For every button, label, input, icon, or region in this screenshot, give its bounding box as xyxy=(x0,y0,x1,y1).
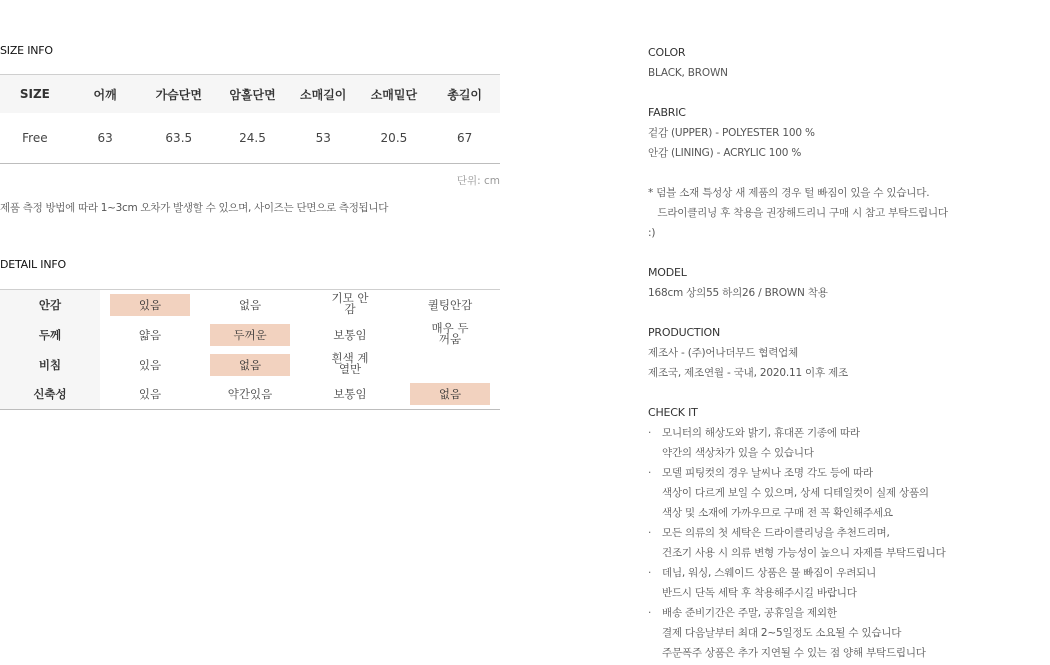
size-header-sleeve-hem: 소매밑단 xyxy=(359,75,430,114)
bullet-icon: · xyxy=(648,607,652,619)
bullet-icon: · xyxy=(648,567,652,579)
fabric-heading: FABRIC xyxy=(648,106,686,119)
detail-option-cell xyxy=(100,350,200,380)
unit-label: 단위: cm xyxy=(456,175,500,187)
size-cell: 63 xyxy=(70,113,141,164)
detail-row-label: 안감 xyxy=(0,290,100,320)
detail-row-lining xyxy=(0,290,500,320)
detail-option-cell xyxy=(400,320,500,350)
size-cell: 20.5 xyxy=(359,113,430,164)
detail-option-cell xyxy=(200,350,300,380)
fabric-note xyxy=(648,183,948,243)
size-header-sleeve-length: 소매길이 xyxy=(288,75,359,114)
detail-info-title: DETAIL INFO xyxy=(0,258,66,271)
check-it-line: 데님, 워싱, 스웨이드 상품은 물 빠짐이 우려되니 xyxy=(662,567,877,579)
bullet-icon: · xyxy=(648,527,652,539)
detail-option-cell xyxy=(300,380,400,410)
detail-option: 매우 두꺼움 xyxy=(431,321,469,346)
detail-option: 보통임 xyxy=(333,387,367,402)
check-it-heading: CHECK IT xyxy=(648,406,698,419)
fabric-lining: 안감 (LINING) - ACRYLIC 100 % xyxy=(648,147,802,159)
size-header-chest: 가슴단면 xyxy=(140,75,217,114)
detail-row-label: 신축성 xyxy=(0,380,100,410)
size-cell: Free xyxy=(0,113,70,164)
detail-option-selected: 두꺼운 xyxy=(210,324,290,346)
size-cell: 53 xyxy=(288,113,359,164)
color-value: BLACK, BROWN xyxy=(648,67,728,79)
production-heading: PRODUCTION xyxy=(648,326,720,339)
size-info-title: SIZE INFO xyxy=(0,44,53,57)
check-it-list xyxy=(648,423,946,663)
detail-row-thickness xyxy=(0,320,500,350)
check-it-line: 결제 다음날부터 최대 2~5일정도 소요될 수 있습니다 xyxy=(662,627,902,639)
color-heading: COLOR xyxy=(648,46,686,59)
detail-option: 흰색 계열만 xyxy=(331,351,369,376)
size-cell: 24.5 xyxy=(217,113,288,164)
fabric-note-line: * 덤블 소재 특성상 새 제품의 경우 털 빠짐이 있을 수 있습니다. xyxy=(648,187,930,199)
measurement-note: 제품 측정 방법에 따라 1~3cm 오차가 발생할 수 있으며, 사이즈는 단면으로 측정됩니다 xyxy=(0,202,389,214)
check-it-line: 모델 피팅컷의 경우 날씨나 조명 각도 등에 따라 xyxy=(662,467,873,479)
detail-option-cell xyxy=(200,290,300,320)
detail-option: 얇음 xyxy=(138,327,162,342)
detail-option-cell xyxy=(300,290,400,320)
check-it-line: 건조기 사용 시 의류 변형 가능성이 높으니 자제를 부탁드립니다 xyxy=(662,547,946,559)
list-item xyxy=(648,603,946,663)
fabric-upper: 겉감 (UPPER) - POLYESTER 100 % xyxy=(648,127,815,139)
list-item xyxy=(648,423,946,463)
detail-option: 없음 xyxy=(238,297,262,312)
detail-option-cell xyxy=(200,320,300,350)
detail-option-cell xyxy=(400,350,500,380)
detail-option-selected: 없음 xyxy=(210,354,290,376)
detail-option: 퀼팅안감 xyxy=(427,297,473,312)
size-header-size: SIZE xyxy=(0,75,70,114)
production-section xyxy=(648,323,848,383)
check-it-section xyxy=(648,403,946,663)
detail-option-cell xyxy=(100,320,200,350)
production-origin: 제조국, 제조연월 - 국내, 2020.11 이후 제조 xyxy=(648,367,848,379)
detail-option-cell xyxy=(400,380,500,410)
detail-row-see-through xyxy=(0,350,500,380)
production-maker: 제조사 - (주)어나더무드 협력업체 xyxy=(648,347,799,359)
detail-option-selected: 있음 xyxy=(110,294,190,316)
detail-option: 기모 안감 xyxy=(331,291,369,317)
list-item xyxy=(648,523,946,563)
fabric-note-line: :) xyxy=(648,227,656,239)
list-item xyxy=(648,463,946,523)
detail-option-cell xyxy=(300,350,400,380)
bullet-icon: · xyxy=(648,427,652,439)
bullet-icon: · xyxy=(648,467,652,479)
detail-option: 있음 xyxy=(138,357,162,372)
detail-option: 보통임 xyxy=(333,327,367,342)
check-it-line: 색상이 다르게 보일 수 있으며, 상세 디테일컷이 실제 상품의 xyxy=(662,487,929,499)
fabric-section xyxy=(648,103,815,163)
detail-option-cell xyxy=(100,290,200,320)
check-it-line: 모든 의류의 첫 세탁은 드라이클리닝을 추천드리며, xyxy=(662,527,890,539)
size-table-header-row xyxy=(0,75,500,114)
size-header-shoulder: 어깨 xyxy=(70,75,141,114)
check-it-line: 주문폭주 상품은 추가 지연될 수 있는 점 양해 부탁드립니다 xyxy=(662,647,926,659)
check-it-line: 색상 및 소재에 가까우므로 구매 전 꼭 확인해주세요 xyxy=(662,507,893,519)
size-header-total-length: 총길이 xyxy=(429,75,500,114)
size-cell: 63.5 xyxy=(140,113,217,164)
model-value: 168cm 상의55 하의26 / BROWN 착용 xyxy=(648,287,828,299)
check-it-line: 배송 준비기간은 주말, 공휴일을 제외한 xyxy=(662,607,837,619)
model-section xyxy=(648,263,828,303)
detail-row-stretch xyxy=(0,380,500,410)
detail-option-cell xyxy=(100,380,200,410)
check-it-line: 약간의 색상차가 있을 수 있습니다 xyxy=(662,447,814,459)
size-header-armhole: 암홀단면 xyxy=(217,75,288,114)
detail-option-selected: 없음 xyxy=(410,383,490,405)
detail-table xyxy=(0,289,500,410)
size-cell: 67 xyxy=(429,113,500,164)
detail-option-cell xyxy=(400,290,500,320)
table-row xyxy=(0,113,500,164)
detail-option: 약간있음 xyxy=(227,387,273,402)
detail-option-cell xyxy=(200,380,300,410)
check-it-line: 반드시 단독 세탁 후 착용해주시길 바랍니다 xyxy=(662,587,857,599)
detail-row-label: 비침 xyxy=(0,350,100,380)
detail-row-label: 두께 xyxy=(0,320,100,350)
detail-option-cell xyxy=(300,320,400,350)
detail-option: 있음 xyxy=(138,387,162,402)
check-it-line: 모니터의 해상도와 밝기, 휴대폰 기종에 따라 xyxy=(662,427,860,439)
size-table xyxy=(0,74,500,164)
color-section xyxy=(648,43,728,83)
model-heading: MODEL xyxy=(648,266,687,279)
fabric-note-line: 드라이클리닝 후 착용을 권장해드리니 구매 시 참고 부탁드립니다 xyxy=(648,207,948,219)
list-item xyxy=(648,563,946,603)
